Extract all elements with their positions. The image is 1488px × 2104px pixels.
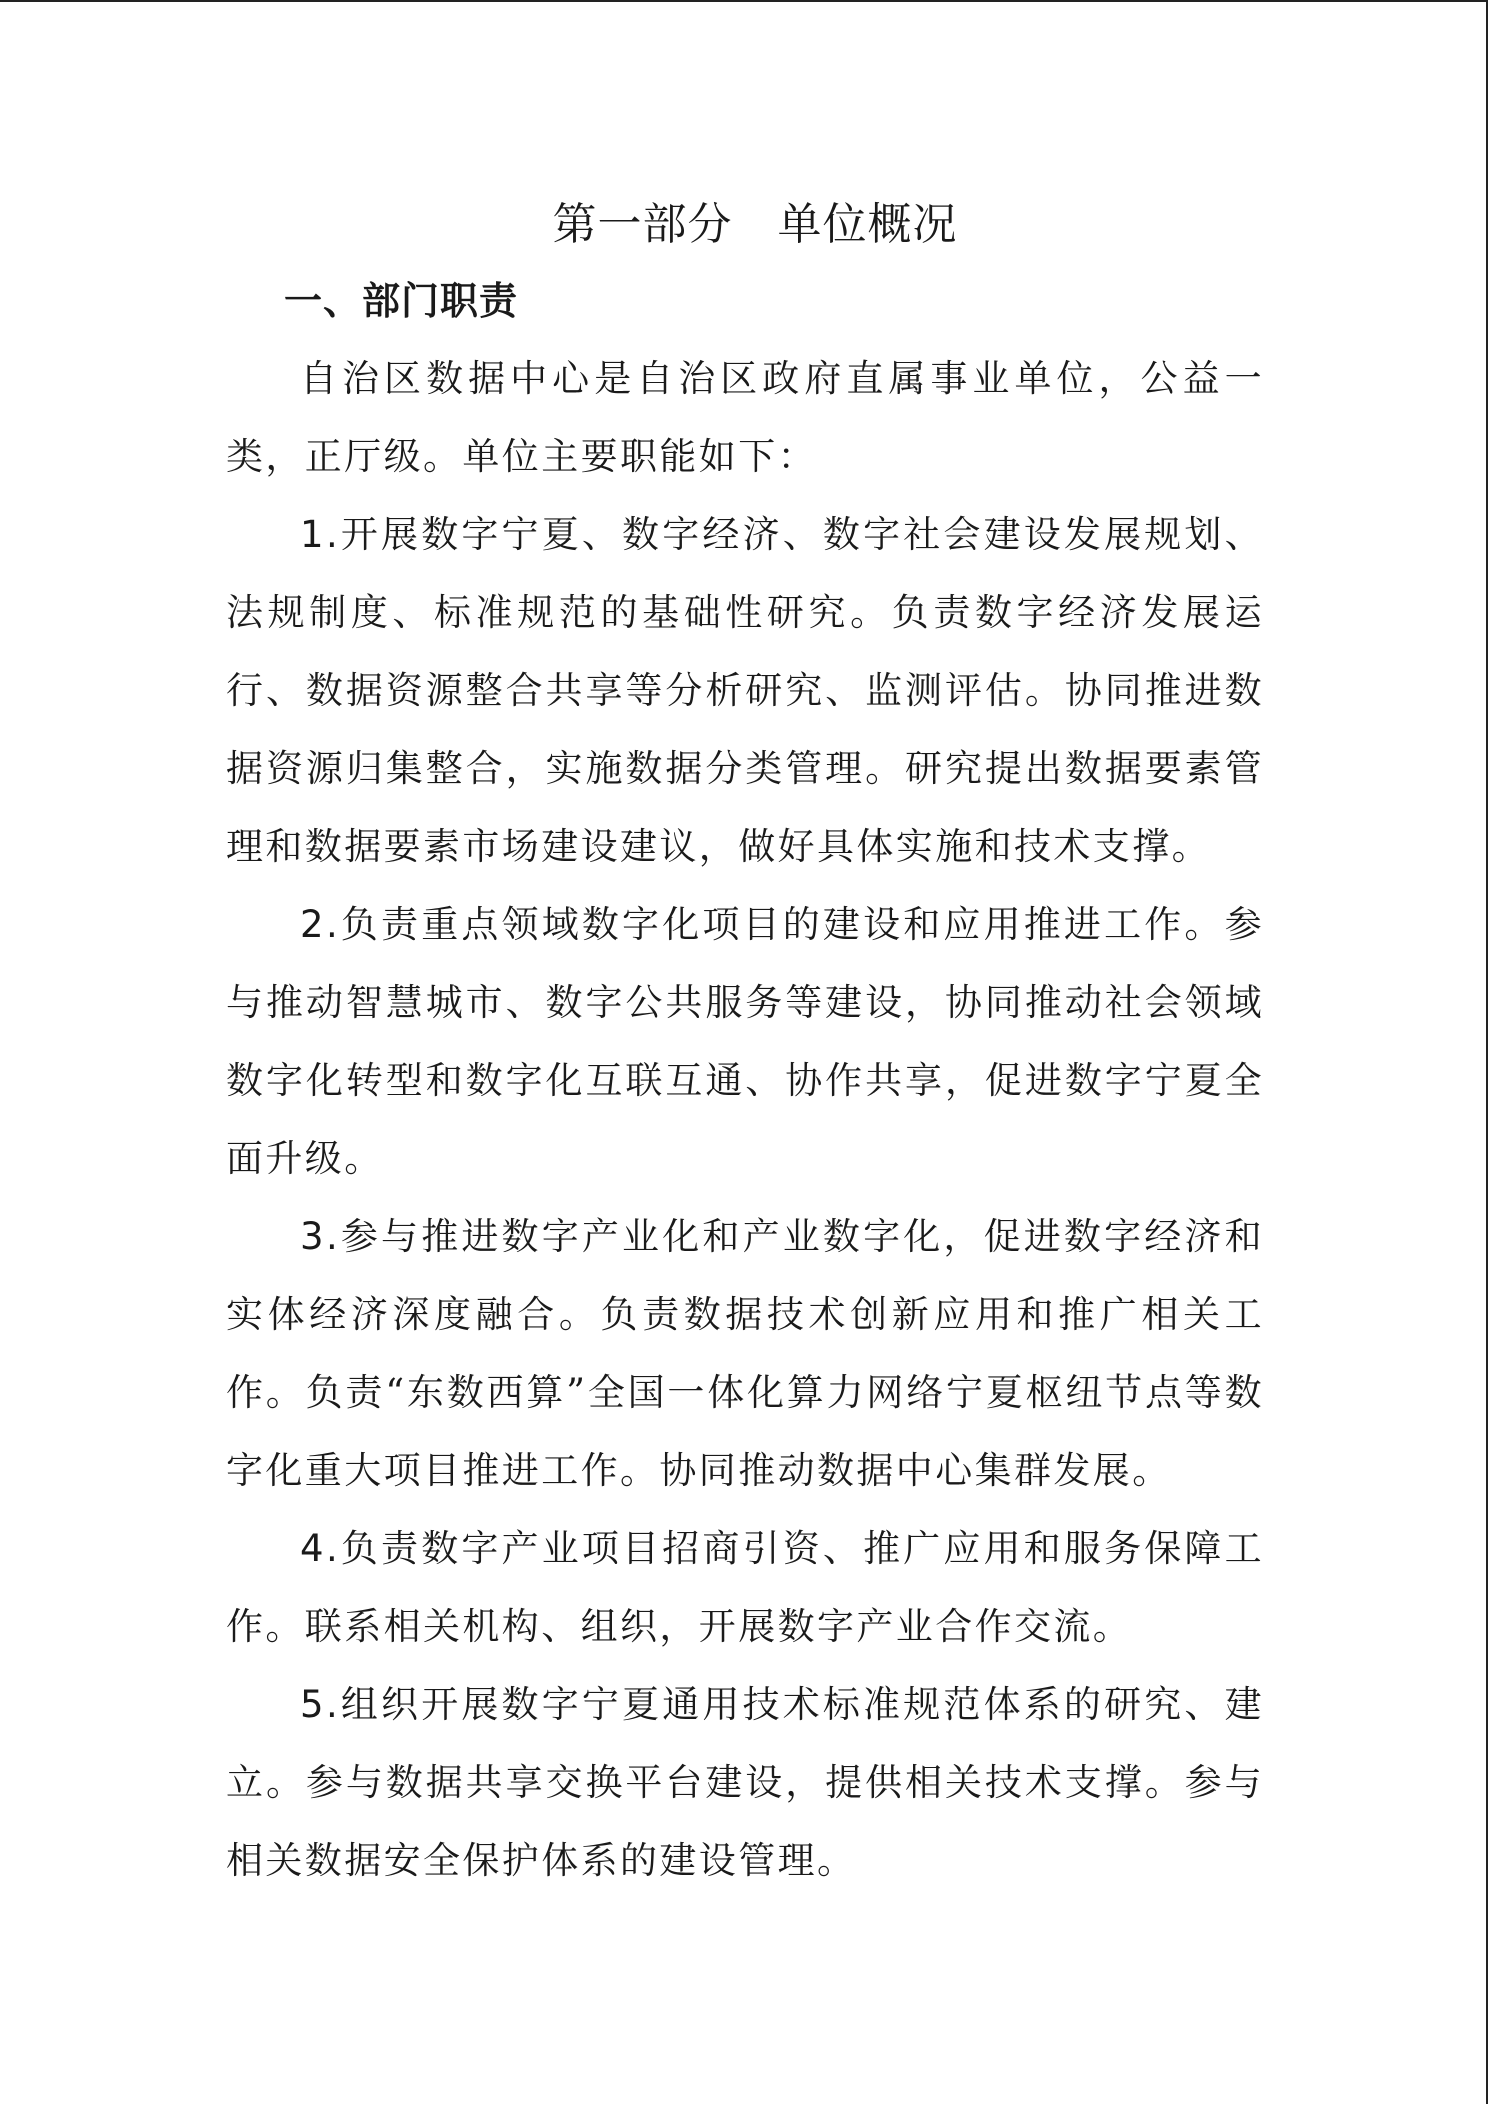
- duty-item-text: 组织开展数字宁夏通用技术标准规范体系的研究、建立。参与数据共享交换平台建设，提供相关技术支撑。参与相关数据安全保护体系的建设管理。: [226, 1683, 1264, 1882]
- intro-paragraph: 自治区数据中心是自治区政府直属事业单位，公益一类，正厅级。单位主要职能如下：: [226, 357, 1264, 478]
- duty-item-1: [226, 496, 1264, 886]
- document-body: [226, 340, 1264, 1900]
- duty-item-number: 3.: [300, 1215, 341, 1258]
- duty-item-number: 1.: [300, 513, 341, 556]
- duty-item-number: 4.: [300, 1527, 341, 1570]
- duty-item-text: 参与推进数字产业化和产业数字化，促进数字经济和实体经济深度融合。负责数据技术创新应用和推广相关工作。负责“东数西算”全国一体化算力网络宁夏枢纽节点等数字化重大项目推进工作。协同推动数据中心集群发展。: [226, 1215, 1264, 1492]
- section-heading: 一、部门职责: [284, 278, 519, 323]
- duty-item-4: [226, 1510, 1264, 1666]
- duty-item-2: [226, 886, 1264, 1198]
- duty-item-number: 5.: [300, 1683, 341, 1726]
- duty-item-text: 负责数字产业项目招商引资、推广应用和服务保障工作。联系相关机构、组织，开展数字产业合作交流。: [226, 1527, 1264, 1648]
- page-title: 第一部分 单位概况: [552, 199, 958, 250]
- duty-item-text: 负责重点领域数字化项目的建设和应用推进工作。参与推动智慧城市、数字公共服务等建设，协同推动社会领域数字化转型和数字化互联互通、协作共享，促进数字宁夏全面升级。: [226, 903, 1264, 1180]
- duty-item-5: [226, 1666, 1264, 1900]
- duty-item-text: 开展数字宁夏、数字经济、数字社会建设发展规划、法规制度、标准规范的基础性研究。负责数字经济发展运行、数据资源整合共享等分析研究、监测评估。协同推进数据资源归集整合，实施数据分类管理。研究提出数据要素管理和数据要素市场建设建议，做好具体实施和技术支撑。: [226, 513, 1264, 868]
- duty-item-3: [226, 1198, 1264, 1510]
- duty-item-number: 2.: [300, 903, 341, 946]
- page-top-border: [0, 0, 1488, 2]
